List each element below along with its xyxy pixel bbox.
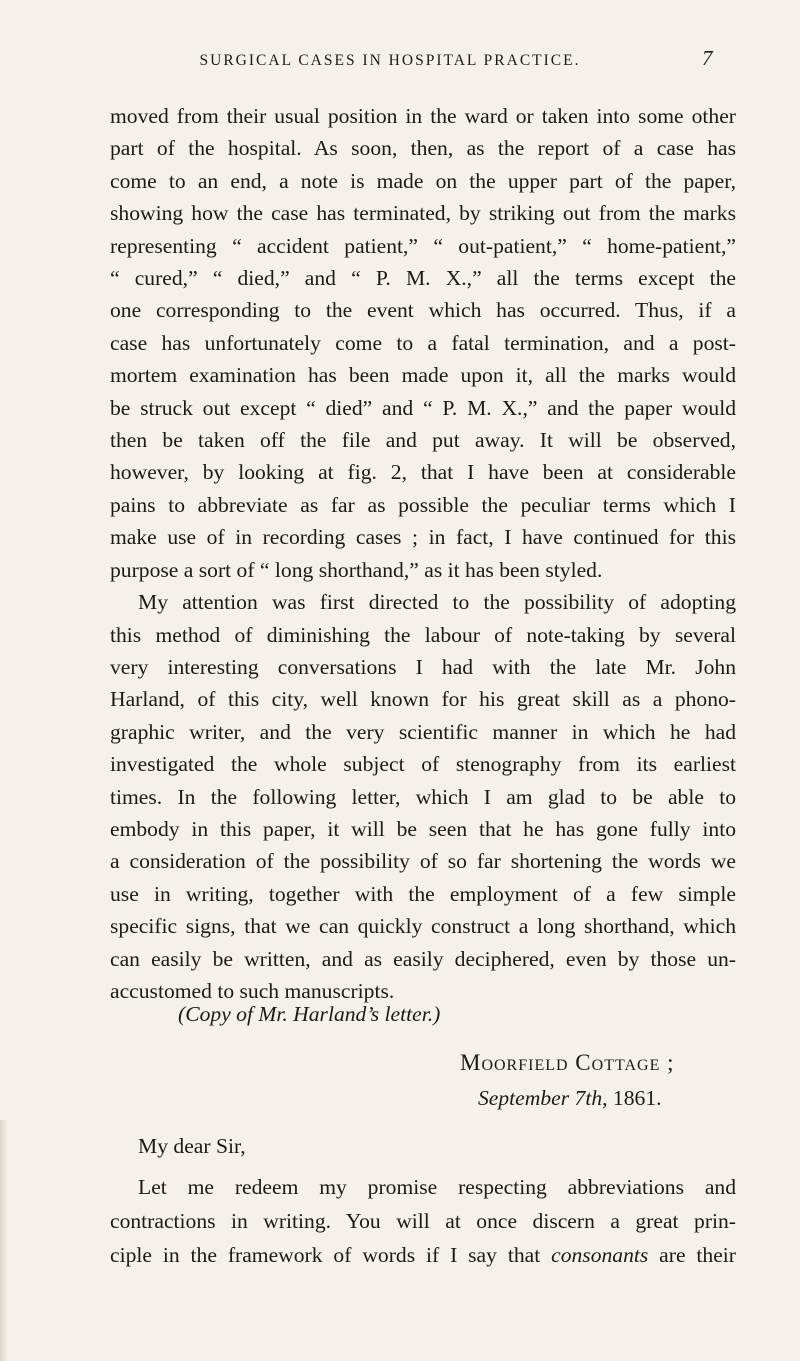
body-line: accustomed to such manuscripts. — [110, 978, 395, 1003]
letter-line-emphasis: consonants — [551, 1243, 649, 1267]
body-line: this method of diminishing the labour of note-taking by several — [110, 622, 736, 647]
body-line: showing how the case has terminated, by striking out from the marks — [110, 201, 736, 226]
body-line: case has unfortunately come to a fatal termination, and a post- — [110, 330, 736, 355]
body-line: one corresponding to the event which has occurred. Thus, if a — [110, 298, 736, 323]
body-line: Harland, of this city, well known for his great skill as a phono- — [110, 687, 736, 712]
body-line: “ cured,” “ died,” and “ P. M. X.,” all the terms except the — [110, 266, 736, 291]
book-spine-shadow — [0, 1120, 8, 1361]
body-line: investigated the whole subject of stenography from its earliest — [110, 752, 736, 777]
letter-line: contractions in writing. You will at once discern a great prin- — [110, 1209, 736, 1233]
letter-line — [110, 1238, 736, 1272]
letter-date-year: 1861. — [607, 1086, 662, 1110]
letter-salutation: My dear Sir, — [138, 1134, 246, 1158]
body-line: pains to abbreviate as far as possible the peculiar terms which I — [110, 492, 736, 517]
body-line: use in writing, together with the employment of a few simple — [110, 881, 736, 906]
letter-date-day: September 7th, — [478, 1086, 608, 1110]
letter-line: Let me redeem my promise respecting abbreviations and — [138, 1175, 736, 1199]
body-line: My attention was first directed to the possibility of adopting — [138, 590, 736, 615]
body-line: make use of in recording cases ; in fact, I have continued for this — [110, 525, 736, 550]
body-line: be struck out except “ died” and “ P. M. X.,” and the paper would — [110, 395, 736, 420]
running-title: SURGICAL CASES IN HOSPITAL PRACTICE. — [199, 52, 581, 69]
letter-body — [110, 1170, 736, 1272]
body-paragraphs — [110, 100, 736, 1007]
page-number: 7 — [702, 46, 713, 70]
letter-caption: (Copy of Mr. Harland’s letter.) — [178, 1002, 441, 1026]
letter-address-date — [478, 1086, 662, 1111]
body-line: come to an end, a note is made on the upper part of the paper, — [110, 168, 736, 193]
body-line: part of the hospital. As soon, then, as the report of a case has — [110, 136, 736, 161]
body-line: specific signs, that we can quickly construct a long shorthand, which — [110, 914, 736, 939]
letter-line-start: ciple in the framework of words if I say that — [110, 1243, 552, 1267]
body-line: embody in this paper, it will be seen that he has gone fully into — [110, 816, 736, 841]
body-line: very interesting conversations I had with the late Mr. John — [110, 654, 736, 679]
body-line: a consideration of the possibility of so far shortening the words we — [110, 849, 736, 874]
body-line: however, by looking at fig. 2, that I have been at considerable — [110, 460, 736, 485]
body-line: times. In the following letter, which I am glad to be able to — [110, 784, 736, 809]
body-line: graphic writer, and the very scientific manner in which he had — [110, 719, 736, 744]
body-line: can easily be written, and as easily deciphered, even by those un- — [110, 946, 736, 971]
letter-line-end: are their — [648, 1243, 736, 1267]
body-line: purpose a sort of “ long shorthand,” as it has been styled. — [110, 557, 603, 582]
body-line: representing “ accident patient,” “ out-patient,” “ home-patient,” — [110, 233, 736, 258]
body-line: then be taken off the file and put away. It will be observed, — [110, 428, 736, 453]
body-line: mortem examination has been made upon it, all the marks would — [110, 363, 736, 388]
body-line: moved from their usual position in the ward or taken into some other — [110, 104, 736, 128]
letter-address-place: Moorfield Cottage ; — [460, 1050, 675, 1075]
